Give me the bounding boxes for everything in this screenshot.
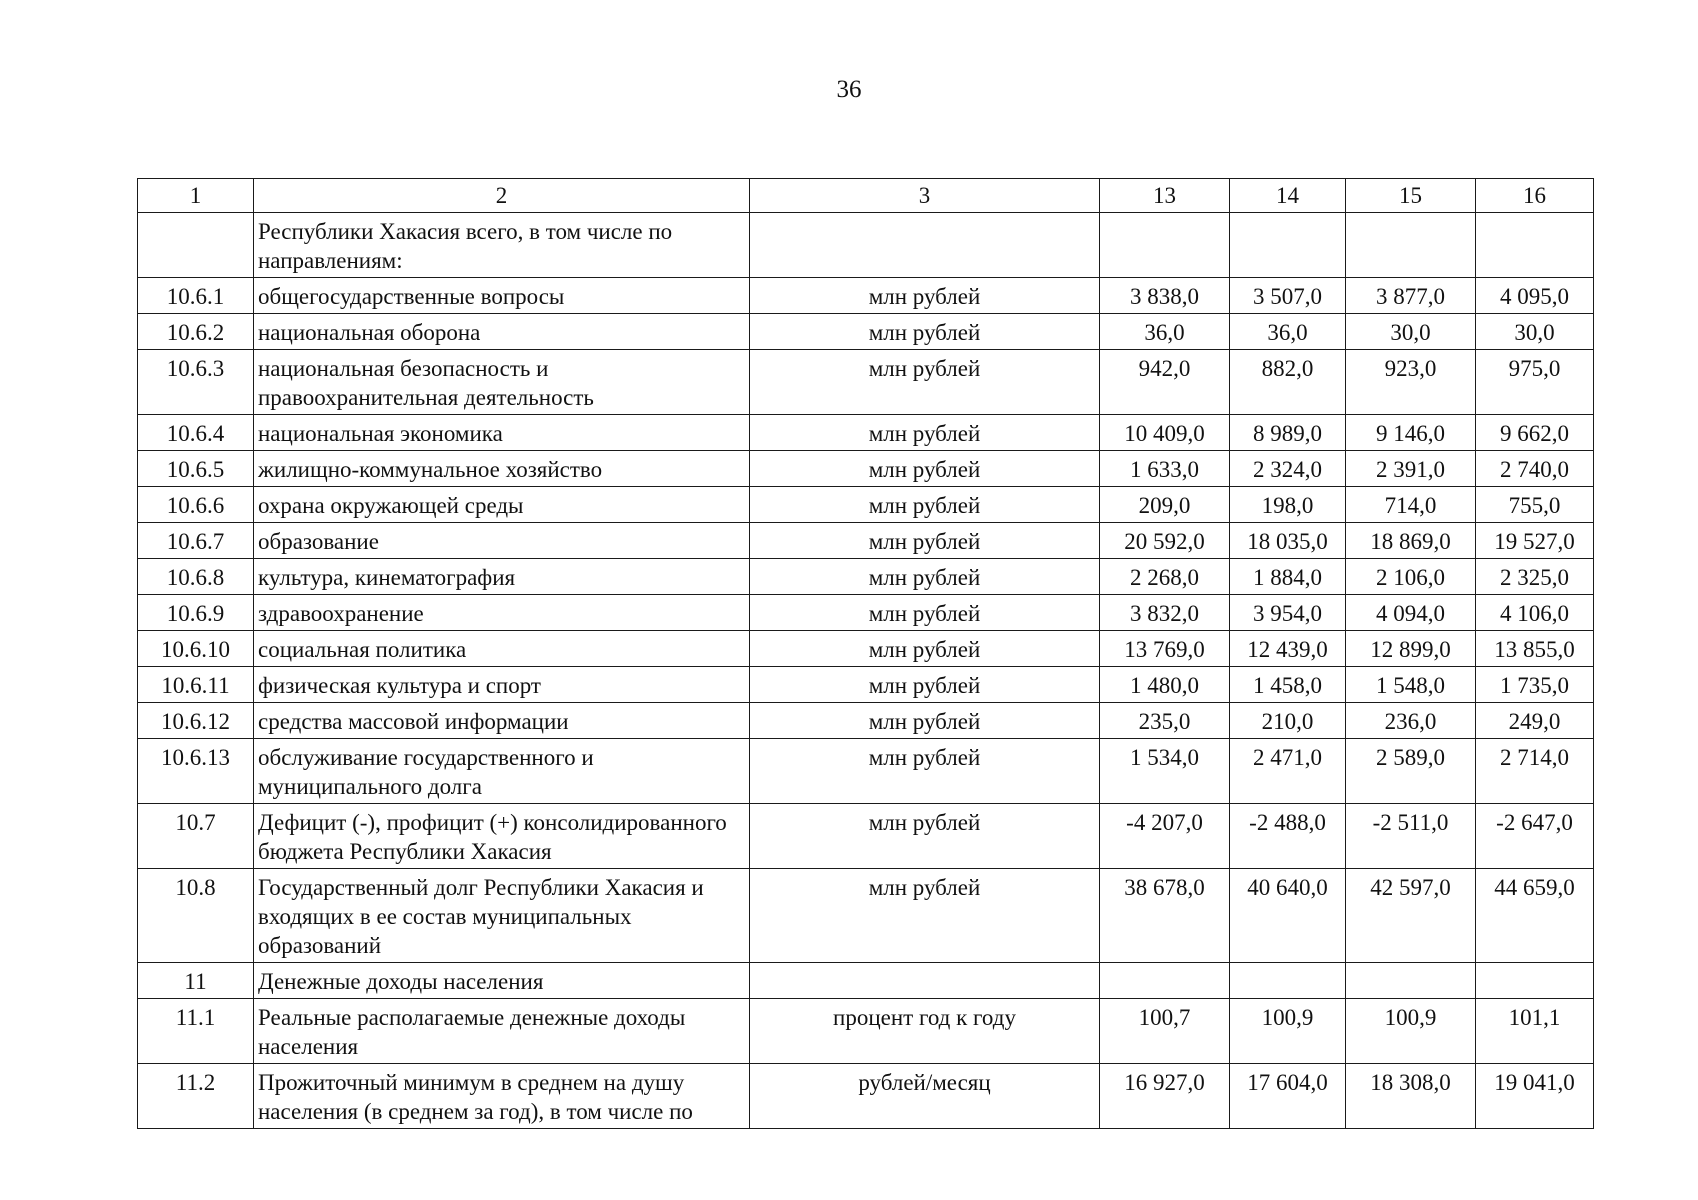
indicator-name: охрана окружающей среды: [254, 487, 750, 523]
column-header: 2: [254, 179, 750, 213]
row-number: 10.6.5: [138, 451, 254, 487]
value-cell: 18 869,0: [1346, 523, 1476, 559]
value-cell: 36,0: [1100, 314, 1230, 350]
value-cell: 10 409,0: [1100, 415, 1230, 451]
table-row: [138, 999, 1594, 1064]
table-row: [138, 804, 1594, 869]
row-number: 10.6.4: [138, 415, 254, 451]
column-header: 1: [138, 179, 254, 213]
unit-cell: [750, 213, 1100, 278]
value-cell: [1476, 963, 1594, 999]
value-cell: [1100, 963, 1230, 999]
value-cell: 44 659,0: [1476, 869, 1594, 963]
value-cell: 2 471,0: [1230, 739, 1346, 804]
value-cell: -2 511,0: [1346, 804, 1476, 869]
indicator-name: здравоохранение: [254, 595, 750, 631]
value-cell: 19 527,0: [1476, 523, 1594, 559]
row-number: 10.6.13: [138, 739, 254, 804]
indicator-name: культура, кинематография: [254, 559, 750, 595]
value-cell: 100,9: [1346, 999, 1476, 1064]
row-number: 10.6.11: [138, 667, 254, 703]
indicator-name: общегосударственные вопросы: [254, 278, 750, 314]
column-header: 16: [1476, 179, 1594, 213]
table-row: [138, 350, 1594, 415]
value-cell: 2 325,0: [1476, 559, 1594, 595]
indicator-name: Государственный долг Республики Хакасия и входящих в ее состав муниципальных образований: [254, 869, 750, 963]
value-cell: 100,7: [1100, 999, 1230, 1064]
value-cell: 198,0: [1230, 487, 1346, 523]
column-header: 13: [1100, 179, 1230, 213]
value-cell: -2 647,0: [1476, 804, 1594, 869]
value-cell: 236,0: [1346, 703, 1476, 739]
value-cell: 1 633,0: [1100, 451, 1230, 487]
column-header: 14: [1230, 179, 1346, 213]
row-number: 10.8: [138, 869, 254, 963]
unit-cell: млн рублей: [750, 631, 1100, 667]
value-cell: 975,0: [1476, 350, 1594, 415]
unit-cell: млн рублей: [750, 415, 1100, 451]
unit-cell: млн рублей: [750, 350, 1100, 415]
value-cell: 3 954,0: [1230, 595, 1346, 631]
value-cell: 36,0: [1230, 314, 1346, 350]
page-number: 36: [836, 76, 862, 103]
value-cell: [1100, 213, 1230, 278]
table-row: [138, 1064, 1594, 1129]
indicator-name: национальная безопасность и правоохранительная деятельность: [254, 350, 750, 415]
row-number: 10.6.10: [138, 631, 254, 667]
row-number: 10.6.7: [138, 523, 254, 559]
indicator-name: национальная оборона: [254, 314, 750, 350]
value-cell: 2 740,0: [1476, 451, 1594, 487]
value-cell: [1346, 213, 1476, 278]
table-body: [138, 179, 1594, 1129]
value-cell: 100,9: [1230, 999, 1346, 1064]
indicator-name: социальная политика: [254, 631, 750, 667]
value-cell: 1 884,0: [1230, 559, 1346, 595]
value-cell: 18 308,0: [1346, 1064, 1476, 1129]
value-cell: 13 769,0: [1100, 631, 1230, 667]
value-cell: 2 106,0: [1346, 559, 1476, 595]
value-cell: 9 146,0: [1346, 415, 1476, 451]
value-cell: 9 662,0: [1476, 415, 1594, 451]
row-number: [138, 213, 254, 278]
value-cell: 16 927,0: [1100, 1064, 1230, 1129]
row-number: 10.6.6: [138, 487, 254, 523]
value-cell: 923,0: [1346, 350, 1476, 415]
value-cell: 209,0: [1100, 487, 1230, 523]
value-cell: 30,0: [1346, 314, 1476, 350]
value-cell: 235,0: [1100, 703, 1230, 739]
unit-cell: рублей/месяц: [750, 1064, 1100, 1129]
table-row: [138, 559, 1594, 595]
unit-cell: [750, 963, 1100, 999]
unit-cell: млн рублей: [750, 595, 1100, 631]
value-cell: 38 678,0: [1100, 869, 1230, 963]
value-cell: 2 268,0: [1100, 559, 1230, 595]
row-number: 11.2: [138, 1064, 254, 1129]
value-cell: 1 534,0: [1100, 739, 1230, 804]
value-cell: 3 832,0: [1100, 595, 1230, 631]
value-cell: 30,0: [1476, 314, 1594, 350]
value-cell: 20 592,0: [1100, 523, 1230, 559]
value-cell: 1 480,0: [1100, 667, 1230, 703]
unit-cell: млн рублей: [750, 487, 1100, 523]
value-cell: -2 488,0: [1230, 804, 1346, 869]
indicator-name: национальная экономика: [254, 415, 750, 451]
row-number: 10.6.12: [138, 703, 254, 739]
value-cell: -4 207,0: [1100, 804, 1230, 869]
value-cell: 17 604,0: [1230, 1064, 1346, 1129]
unit-cell: млн рублей: [750, 739, 1100, 804]
value-cell: 2 589,0: [1346, 739, 1476, 804]
table-row: [138, 314, 1594, 350]
table-row: [138, 213, 1594, 278]
row-number: 11: [138, 963, 254, 999]
value-cell: [1476, 213, 1594, 278]
value-cell: 2 391,0: [1346, 451, 1476, 487]
value-cell: [1230, 963, 1346, 999]
indicator-name: Прожиточный минимум в среднем на душу населения (в среднем за год), в том числе по: [254, 1064, 750, 1129]
value-cell: 755,0: [1476, 487, 1594, 523]
table-row: [138, 667, 1594, 703]
value-cell: 12 439,0: [1230, 631, 1346, 667]
value-cell: 249,0: [1476, 703, 1594, 739]
indicator-name: Реальные располагаемые денежные доходы населения: [254, 999, 750, 1064]
row-number: 10.7: [138, 804, 254, 869]
table-row: [138, 487, 1594, 523]
column-header: 3: [750, 179, 1100, 213]
value-cell: 1 458,0: [1230, 667, 1346, 703]
table-row: [138, 631, 1594, 667]
value-cell: 882,0: [1230, 350, 1346, 415]
unit-cell: процент год к году: [750, 999, 1100, 1064]
value-cell: 2 324,0: [1230, 451, 1346, 487]
unit-cell: млн рублей: [750, 451, 1100, 487]
value-cell: 19 041,0: [1476, 1064, 1594, 1129]
unit-cell: млн рублей: [750, 523, 1100, 559]
table-row: [138, 963, 1594, 999]
table-row: [138, 595, 1594, 631]
row-number: 10.6.9: [138, 595, 254, 631]
value-cell: 3 507,0: [1230, 278, 1346, 314]
table-row: [138, 739, 1594, 804]
indicator-name: средства массовой информации: [254, 703, 750, 739]
value-cell: 101,1: [1476, 999, 1594, 1064]
value-cell: 42 597,0: [1346, 869, 1476, 963]
value-cell: 1 735,0: [1476, 667, 1594, 703]
unit-cell: млн рублей: [750, 667, 1100, 703]
value-cell: 3 838,0: [1100, 278, 1230, 314]
unit-cell: млн рублей: [750, 278, 1100, 314]
unit-cell: млн рублей: [750, 559, 1100, 595]
value-cell: 13 855,0: [1476, 631, 1594, 667]
value-cell: 714,0: [1346, 487, 1476, 523]
value-cell: 210,0: [1230, 703, 1346, 739]
value-cell: 4 094,0: [1346, 595, 1476, 631]
row-number: 10.6.3: [138, 350, 254, 415]
unit-cell: млн рублей: [750, 314, 1100, 350]
value-cell: [1230, 213, 1346, 278]
value-cell: 8 989,0: [1230, 415, 1346, 451]
value-cell: 4 095,0: [1476, 278, 1594, 314]
table-row: [138, 451, 1594, 487]
value-cell: 3 877,0: [1346, 278, 1476, 314]
value-cell: 40 640,0: [1230, 869, 1346, 963]
indicator-name: обслуживание государственного и муниципального долга: [254, 739, 750, 804]
unit-cell: млн рублей: [750, 869, 1100, 963]
indicator-name: физическая культура и спорт: [254, 667, 750, 703]
row-number: 10.6.2: [138, 314, 254, 350]
value-cell: 2 714,0: [1476, 739, 1594, 804]
indicator-name: Денежные доходы населения: [254, 963, 750, 999]
indicator-name: Республики Хакасия всего, в том числе по направлениям:: [254, 213, 750, 278]
value-cell: 12 899,0: [1346, 631, 1476, 667]
value-cell: 4 106,0: [1476, 595, 1594, 631]
indicator-name: жилищно-коммунальное хозяйство: [254, 451, 750, 487]
column-header: 15: [1346, 179, 1476, 213]
table-row: [138, 278, 1594, 314]
value-cell: 18 035,0: [1230, 523, 1346, 559]
indicator-name: Дефицит (-), профицит (+) консолидированного бюджета Республики Хакасия: [254, 804, 750, 869]
value-cell: 942,0: [1100, 350, 1230, 415]
indicator-name: образование: [254, 523, 750, 559]
value-cell: [1346, 963, 1476, 999]
row-number: 11.1: [138, 999, 254, 1064]
unit-cell: млн рублей: [750, 804, 1100, 869]
value-cell: 1 548,0: [1346, 667, 1476, 703]
table-row: [138, 703, 1594, 739]
row-number: 10.6.8: [138, 559, 254, 595]
table-row: [138, 415, 1594, 451]
indicators-table: [137, 178, 1594, 1129]
table-row: [138, 869, 1594, 963]
unit-cell: млн рублей: [750, 703, 1100, 739]
table-header-row: [138, 179, 1594, 213]
table-row: [138, 523, 1594, 559]
row-number: 10.6.1: [138, 278, 254, 314]
